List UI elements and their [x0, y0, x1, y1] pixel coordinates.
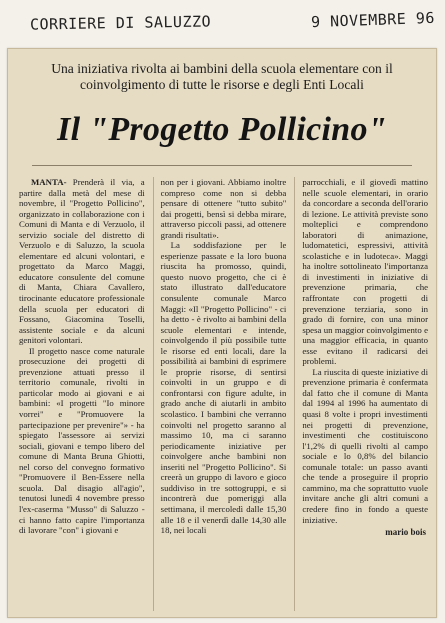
- article-paragraph: parrocchiali, e il giovedì mattino nelle scuole elementari, in orario da concordare a seconda dell'orario di lezione. Le attività previste sono molteplici e comprendono laboratori di animazione, ludomatetici, espressivi, attività scolastiche e in ludoteca». Maggi ha inoltre sottolineato l'importanza di investimenti in iniziative di prevenzione primaria, che raffrontate con progetti di prevenzione terziaria, sono in grado di fornire, con una minor spesa un maggior coinvolgimento e una maggior efficacia, in quanto esse evitano il radicarsi dei problemi.: [302, 177, 429, 367]
- dateline: MANTA-: [31, 177, 67, 187]
- article-paragraph: La soddisfazione per le esperienze passate e la loro buona riuscita ha promosso, quindi, questo nuovo progetto, che ci è stato illustrato dall'educatore consulente comunale Marco Maggi: «Il "Progetto Pollicino" - ci ha detto - è rivolto ai bambini della scuole elementari e intende, coinvolgendo il più possibile tutte le risorse ed enti locali, dare la possibilità ai bambini di esprimere le proprie risorse, di sentirsi coinvolti in un gruppo e di confrontarsi con figure adulte, in grado anche di aiutarli in ambito scolastico. I bambini che verranno coinvolti nel progetto saranno al massimo 10, ma ci saranno periodicamente iniziative per coinvolgere anche bambini non inseriti nel "Progetto Pollicino". Si creerà un gruppo di lavoro e gioco suddiviso in tre sottogruppi, e si incontrerà due pomeriggi alla settimana, il mercoledì dalle 15,30 alle 18 e il venerdì dalle 14,30 alle 18, nei locali: [160, 240, 287, 536]
- publication-date: 9 NOVEMBRE 96: [310, 8, 436, 32]
- article-headline: Il "Progetto Pollicino": [57, 111, 387, 148]
- newspaper-clipping: [7, 48, 437, 618]
- newspaper-name: CORRIERE DI SALUZZO: [29, 12, 212, 34]
- author-byline: mario bois: [385, 527, 427, 538]
- paragraph-text: Prenderà il via, a partire dalla metà del mese di novembre, il "Progetto Pollicino", organizzato in collaborazione con i Comuni di Manta e di Verzuolo, il servizio sociale del distretto di Verzuolo e di Saluzzo, la scuola elementare ed alcuni volontari, e progettato da Marco Maggi, educatore consulente del comune di Manta, Chiara Cavallero, tirocinante educatore professionale della scuola per educatori di Fossano, Giacomina Toselli, assistente sociale e da alcuni genitori volontari.: [19, 177, 145, 346]
- article-column-3: [294, 177, 428, 611]
- article-paragraph: non per i giovani. Abbiamo inoltre compreso come non si debba pensare di ottenere "tutto subito" dai progetti, bensì si debba mirare, attraverso piccoli passi, ad ottenere grandi risultati».: [160, 177, 287, 240]
- article-column-2: [153, 177, 287, 611]
- article-paragraph: La riuscita di queste iniziative di prevenzione primaria è confermata dal fatto che il comune di Manta dal 1994 al 1996 ha aumentato di quasi 8 volte i propri investimenti nei progetti di prevenzione, investimenti che costituiscono l'1,2% di quelli rivolti al campo sociale e lo 0,8% del bilancio comunale totale: un passo avanti che tende a proseguire il proprio cammino, ma che soprattutto vuole invitare anche gli altri comuni a credere fino in fondo a queste iniziative.: [302, 366, 429, 525]
- article-kicker: Una iniziativa rivolta ai bambini della scuola elementare con il coinvolgimento di tutte le risorse e degli Enti Locali: [51, 61, 393, 92]
- article-paragraph: [19, 177, 145, 346]
- handwritten-source-note: [30, 8, 435, 38]
- article-column-1: [19, 177, 145, 611]
- article-paragraph: Il progetto nasce come naturale prosecuzione dei progetti di prevenzione attuati presso il territorio comunale, rivolti in particolar modo ai giovani e ai bambini: «I progetti "Io minore vorrei" e "Promuovere la partecipazione per prevenire"» - ha spiegato l'assessore ai servizi sociali, giovani e tempo libero del comune di Manta Bruna Ghiotti, nel corso del convegno formativo "Promuovere il Ben-Essere nella scuola. Dal disagio all'agio", tenutosi lunedì 4 novembre presso l'ex-caserma "Musso" di Saluzzo - ci hanno fatto capire l'importanza di lavorare "con" i giovani e: [19, 345, 145, 536]
- headline-divider: [32, 165, 412, 166]
- article-body: [19, 177, 428, 611]
